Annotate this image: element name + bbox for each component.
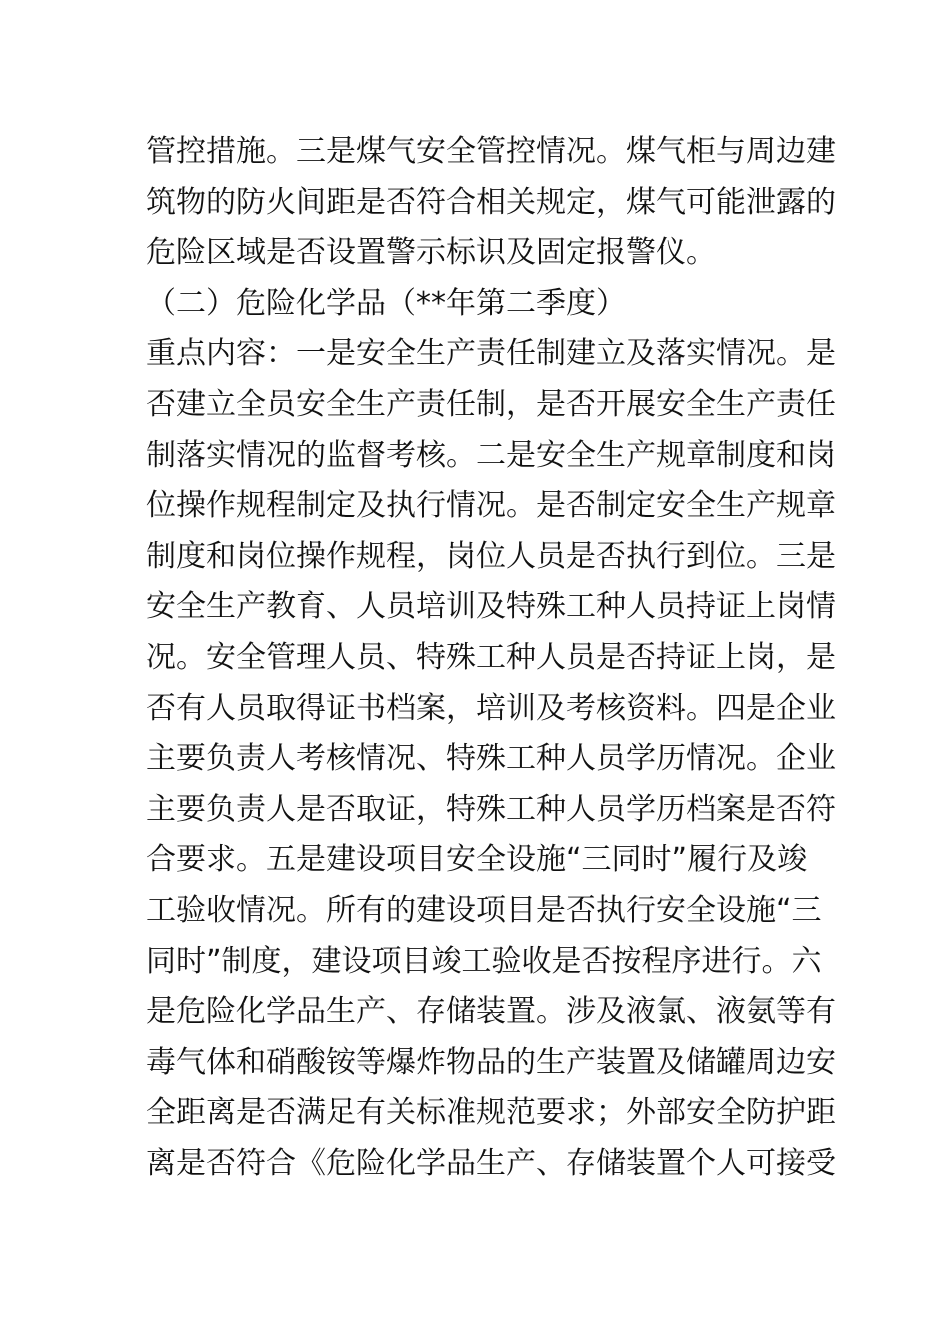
text-line: 筑物的防火间距是否符合相关规定，煤气可能泄露的 [146,184,836,220]
body-text [146,127,836,1189]
text-line: 危险区域是否设置警示标识及固定报警仪。 [146,235,716,271]
text-line: 否建立全员安全生产责任制，是否开展安全生产责任 [146,386,836,422]
text-line: 安全生产教育、人员培训及特殊工种人员持证上岗情 [146,589,836,625]
text-line: 管控措施。三是煤气安全管控情况。煤气柜与周边建 [146,134,836,169]
text-line: 毒气体和硝酸铵等爆炸物品的生产装置及储罐周边安 [146,1044,836,1080]
text-line: 重点内容：一是安全生产责任制建立及落实情况。是 [146,336,836,372]
section-heading: （二）危险化学品（**年第二季度） [146,285,626,321]
text-line: 同时”制度，建设项目竣工验收是否按程序进行。六 [146,943,822,979]
text-line: 是危险化学品生产、存储装置。涉及液氯、液氨等有 [146,994,836,1030]
text-line: 工验收情况。所有的建设项目是否执行安全设施“三 [146,892,822,928]
text-line: 合要求。五是建设项目安全设施“三同时”履行及竣 [146,842,808,878]
text-line: 主要负责人考核情况、特殊工种人员学历情况。企业 [146,741,836,777]
text-line: 离是否符合《危险化学品生产、存储装置个人可接受 [146,1145,836,1181]
text-line: 况。安全管理人员、特殊工种人员是否持证上岗，是 [146,639,836,675]
text-line: 位操作规程制定及执行情况。是否制定安全生产规章 [146,488,836,524]
text-line: 主要负责人是否取证，特殊工种人员学历档案是否符 [146,791,836,827]
text-line: 全距离是否满足有关标准规范要求；外部安全防护距 [146,1095,836,1131]
text-line: 制落实情况的监督考核。二是安全生产规章制度和岗 [146,437,836,473]
text-line: 制度和岗位操作规程，岗位人员是否执行到位。三是 [146,538,836,574]
text-line: 否有人员取得证书档案，培训及考核资料。四是企业 [146,690,836,726]
